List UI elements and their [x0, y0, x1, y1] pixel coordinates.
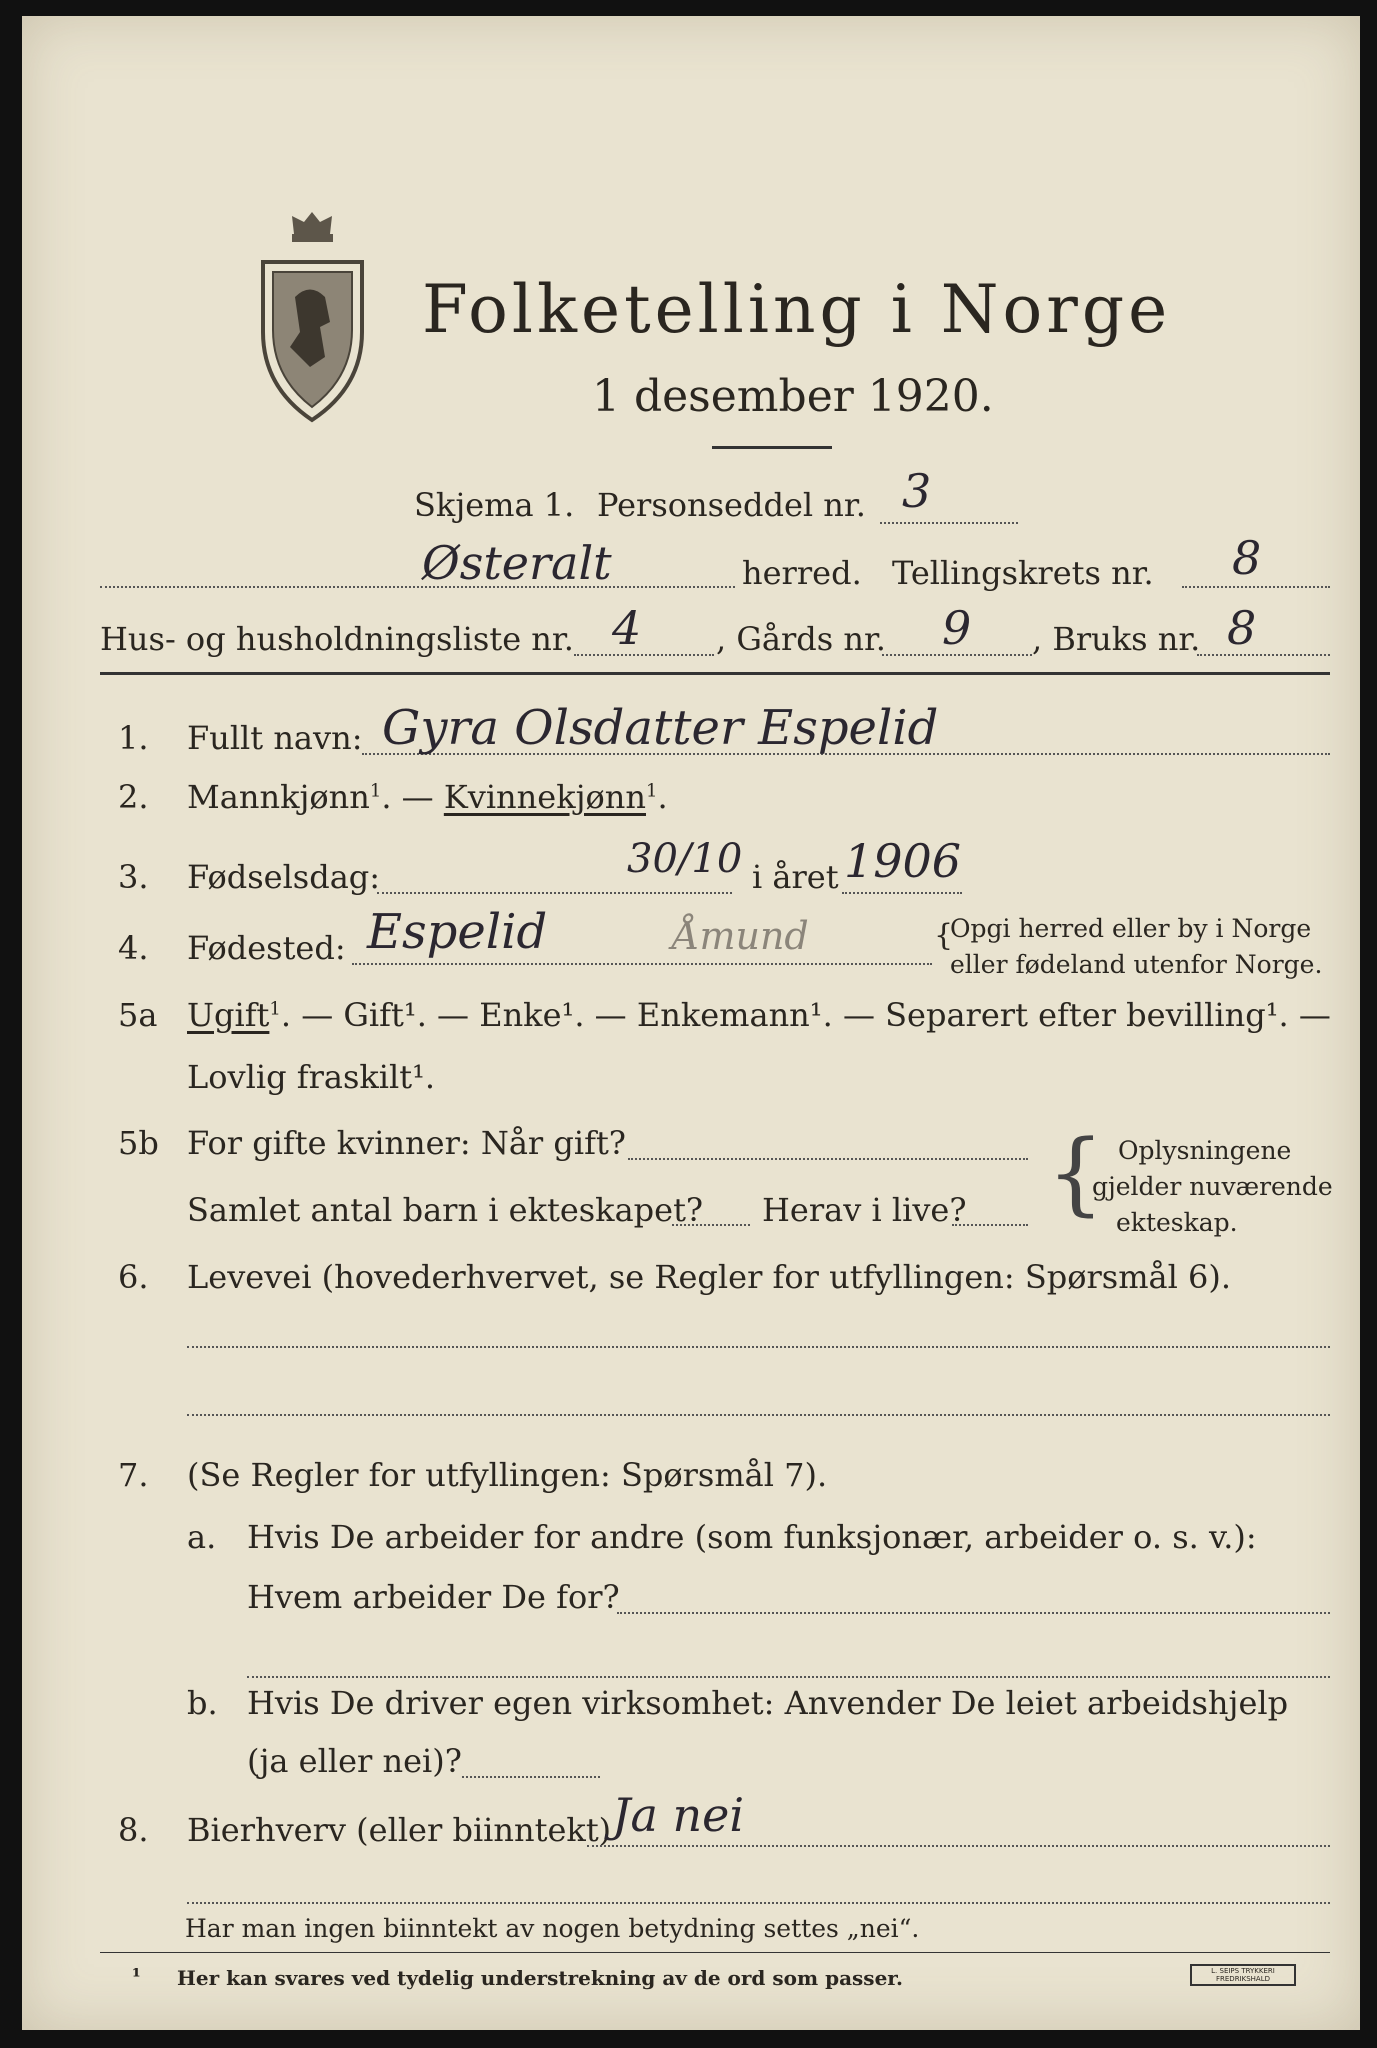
hus-label: Hus- og husholdningsliste nr. — [100, 620, 574, 658]
q5a-options: . — Gift¹. — Enke¹. — Enkemann¹. — Separert efter bevilling¹. — — [280, 996, 1331, 1034]
q4-note-2: eller fødeland utenfor Norge. — [950, 950, 1323, 979]
gards-label: , Gårds nr. — [716, 620, 886, 658]
title-divider — [712, 446, 832, 449]
norwegian-coat-of-arms-icon — [255, 202, 370, 427]
census-form-page — [22, 16, 1360, 2030]
q2-number: 2. — [118, 778, 149, 816]
q5b-label-3: Herav i live? — [762, 1191, 967, 1229]
q5b-line-2 — [672, 1224, 750, 1226]
q4-note-1: Opgi herred eller by i Norge — [950, 914, 1312, 943]
q3-number: 3. — [118, 858, 149, 896]
q1-full-name: Gyra Olsdatter Espelid — [382, 700, 939, 756]
q5a-ugift: Ugift — [187, 996, 270, 1034]
q3-year: 1906 — [844, 834, 962, 888]
personseddel-label: Personseddel nr. — [597, 486, 866, 524]
q5a-line-2: Lovlig fraskilt¹. — [187, 1058, 436, 1096]
census-date: 1 desember 1920. — [592, 371, 994, 422]
q7b-number: b. — [187, 1684, 218, 1722]
q7a-line-2 — [247, 1676, 1330, 1678]
q8-value: Ja nei — [612, 1788, 745, 1842]
q2-sex: Mannkjønn$^1$. — Kvinnekjønn$^1$. — [187, 778, 668, 816]
footer-note: Har man ingen biinntekt av nogen betydning settes „nei“. — [185, 1914, 920, 1943]
q5b-line-1 — [628, 1158, 1028, 1160]
tellingskrets-line — [1182, 586, 1330, 588]
hus-line — [574, 654, 714, 656]
footnote: Her kan svares ved tydelig understrekning av de ord som passer. — [177, 1966, 903, 1990]
footer-divider — [100, 1952, 1330, 1953]
header-divider — [100, 672, 1330, 675]
q1-number: 1. — [118, 719, 149, 757]
tellingskrets-value: 8 — [1232, 531, 1262, 585]
q5b-label-2: Samlet antal barn i ekteskapet? — [187, 1191, 704, 1229]
q5a-number: 5a — [118, 996, 158, 1034]
q7b-question: (ja eller nei)? — [247, 1742, 462, 1780]
q1-label: Fullt navn: — [187, 719, 363, 757]
q4-birthplace: Espelid — [367, 904, 548, 960]
q4-birthplace-2: Åmund — [672, 914, 809, 958]
q5a-status: Ugift$^1$. — Gift¹. — Enke¹. — Enkemann¹. — Separert efter bevilling¹. — — [187, 996, 1331, 1034]
q5b-number: 5b — [118, 1124, 159, 1162]
q6-line-2 — [187, 1414, 1330, 1416]
q4-line — [352, 963, 932, 965]
q7-number: 7. — [118, 1456, 149, 1494]
q7a-question: Hvem arbeider De for? — [247, 1578, 620, 1616]
q4-number: 4. — [118, 929, 149, 967]
q6-line-1 — [187, 1346, 1330, 1348]
herred-label: herred. — [742, 554, 862, 592]
q7b-line — [462, 1776, 600, 1778]
q7a-line-1 — [617, 1612, 1330, 1614]
hus-value: 4 — [612, 601, 642, 655]
form-title: Folketelling i Norge — [422, 271, 1172, 348]
q3-line — [377, 892, 732, 894]
q5b-note-1: Oplysningene — [1118, 1136, 1292, 1165]
q5b-note-2: gjelder nuværende — [1092, 1172, 1333, 1201]
q6-number: 6. — [118, 1258, 149, 1296]
q3-year-line — [842, 892, 962, 894]
brace: { — [934, 918, 954, 953]
skjema-label: Skjema 1. — [414, 486, 575, 524]
q3-birthday: 30/10 — [627, 836, 743, 882]
personseddel-value: 3 — [902, 464, 932, 518]
q7a-number: a. — [187, 1518, 217, 1556]
q8-line-2 — [187, 1902, 1330, 1904]
herred-line — [100, 586, 735, 588]
q2-female: Kvinnekjønn — [443, 778, 646, 816]
gards-value: 9 — [942, 601, 972, 655]
q2-dash: . — — [381, 778, 434, 816]
q8-label: Bierhverv (eller biinntekt) — [187, 1811, 612, 1849]
tellingskrets-label: Tellingskrets nr. — [892, 554, 1154, 592]
q7a-text: Hvis De arbeider for andre (som funksjonær, arbeider o. s. v.): — [247, 1518, 1257, 1556]
q5b-line-3 — [952, 1224, 1028, 1226]
q2-end: . — [657, 778, 668, 816]
q2-male: Mannkjønn — [187, 778, 370, 816]
q5b-label-1: For gifte kvinner: Når gift? — [187, 1124, 626, 1162]
q3-label: Fødselsdag: — [187, 858, 381, 896]
bruks-label: , Bruks nr. — [1032, 620, 1201, 658]
q7b-text: Hvis De driver egen virksomhet: Anvender De leiet arbeidshjelp — [247, 1684, 1289, 1722]
printer-stamp: L. SEIPS TRYKKERI FREDRIKSHALD — [1190, 1964, 1296, 1986]
q6-label: Levevei (hovederhvervet, se Regler for utfyllingen: Spørsmål 6). — [187, 1258, 1232, 1296]
q4-label: Fødested: — [187, 929, 346, 967]
q5b-brace: { — [1047, 1121, 1105, 1226]
personseddel-line — [880, 522, 1018, 524]
q5b-note-3: ekteskap. — [1116, 1208, 1238, 1237]
q7-label: (Se Regler for utfyllingen: Spørsmål 7). — [187, 1456, 828, 1494]
q8-line-1 — [587, 1845, 1330, 1847]
bruks-line — [1197, 654, 1330, 656]
q3-year-label: i året — [752, 858, 839, 896]
herred-value: Østeralt — [422, 536, 612, 590]
bruks-value: 8 — [1227, 601, 1257, 655]
q8-number: 8. — [118, 1811, 149, 1849]
footnote-mark: ¹ — [132, 1964, 141, 1988]
